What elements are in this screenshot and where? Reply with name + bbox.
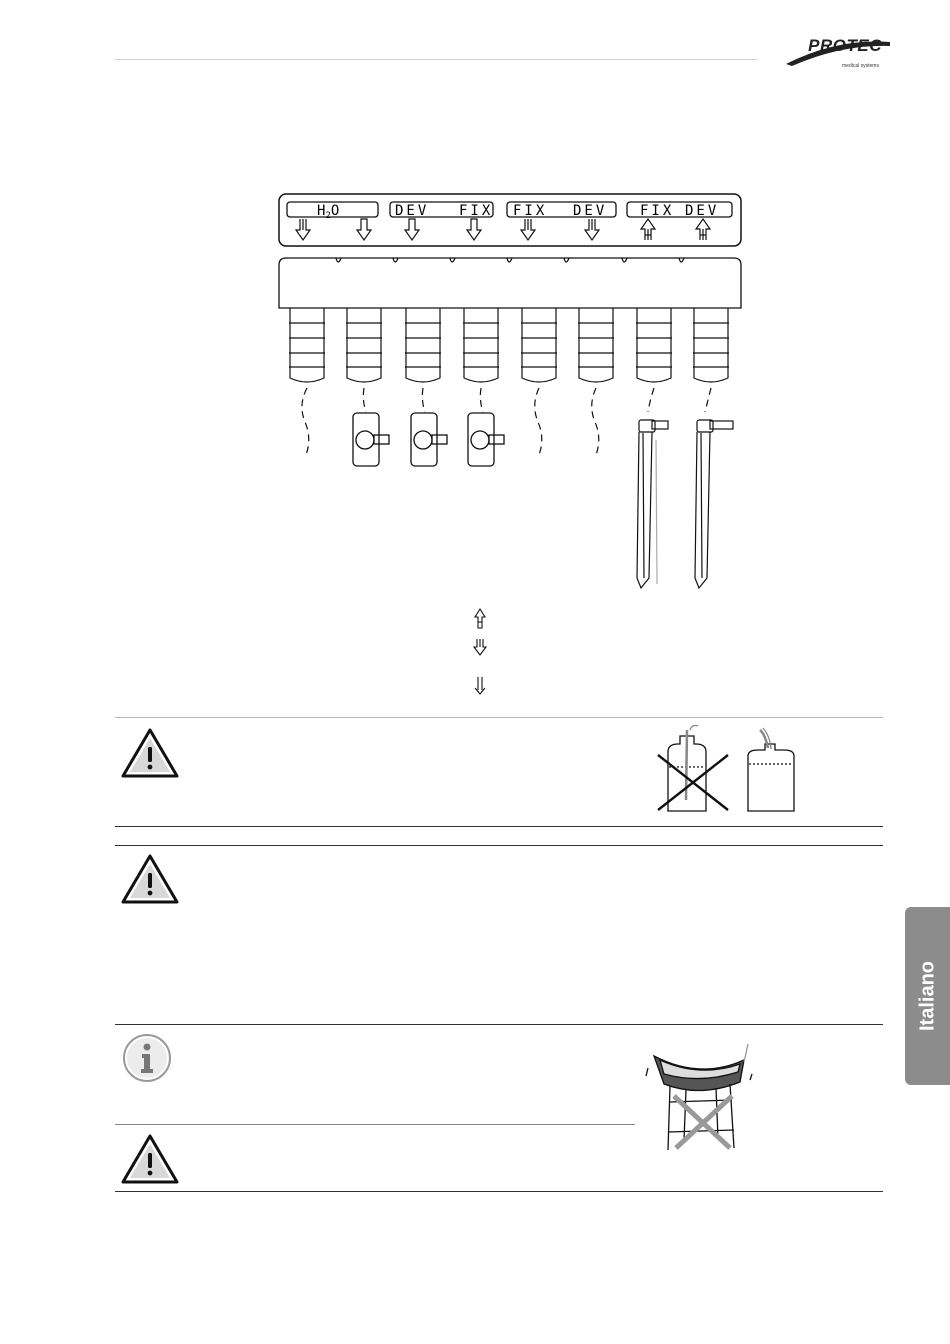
down-arrow-icon: [467, 219, 481, 240]
logo-text: PROTEC: [808, 36, 882, 55]
incorrect-bottle: [658, 726, 728, 812]
label-dev-1: DEV: [395, 203, 430, 219]
label-fix-2: FIX: [513, 203, 548, 219]
hose-connector-4: [463, 308, 499, 382]
label-fix-3: FIX: [640, 203, 675, 219]
double-down-arrow-icon: [521, 219, 535, 240]
drain-down-arrow-icon: [474, 639, 486, 655]
info-icon: [122, 1033, 172, 1083]
correct-bottle: [748, 728, 794, 811]
label-fix-1: FIX: [459, 203, 494, 219]
valve-1: [353, 413, 389, 466]
hose-connector-1: [289, 308, 325, 382]
logo-subtitle: medical systems: [842, 63, 879, 69]
down-arrow-icon: [357, 219, 371, 240]
hose-connector-2: [346, 308, 382, 382]
hose-connector-8: [693, 308, 729, 382]
flow-down-arrow-icon: [475, 677, 485, 694]
section-rule: [115, 1124, 635, 1125]
bottle-illustration: [650, 722, 810, 817]
section-rule: [115, 717, 883, 718]
suction-lance-2: [695, 420, 733, 588]
hose-connector-5: [521, 308, 557, 382]
language-tab[interactable]: [905, 907, 950, 1085]
double-up-arrow-icon: [641, 219, 655, 240]
supply-up-arrow-icon: [475, 609, 485, 628]
down-arrow-icon: [405, 219, 419, 240]
label-h2o: $H_2O$: [317, 203, 340, 221]
double-down-arrow-icon: [585, 219, 599, 240]
section-rule: [115, 1191, 883, 1192]
hose-connector-7: [636, 308, 672, 382]
dashed-hoses: [302, 388, 711, 455]
warning-icon: [120, 1133, 180, 1185]
suction-lance-1: [637, 420, 668, 588]
double-up-arrow-icon: [696, 219, 710, 240]
suction-lances: [637, 420, 733, 588]
hose-connectors: [289, 308, 729, 382]
valve-2: [411, 413, 447, 466]
language-tab-label: Italiano: [916, 960, 938, 1032]
hose-connector-6: [578, 308, 614, 382]
section-rule: [115, 1024, 883, 1025]
valve-3: [468, 413, 504, 466]
section-rule: [115, 845, 883, 846]
legend: [474, 609, 486, 694]
tank-on-stool-illustration: [640, 1040, 765, 1152]
double-down-arrow-icon: [296, 219, 310, 240]
warning-icon: [120, 853, 180, 905]
panel-arrows: [296, 219, 710, 240]
manifold-block: [279, 258, 741, 308]
valves: [353, 413, 504, 466]
section-rule: [115, 826, 883, 827]
label-dev-3: DEV: [685, 203, 720, 219]
hose-connector-3: [405, 308, 441, 382]
warning-icon: [120, 727, 180, 779]
label-dev-2: DEV: [573, 203, 608, 219]
